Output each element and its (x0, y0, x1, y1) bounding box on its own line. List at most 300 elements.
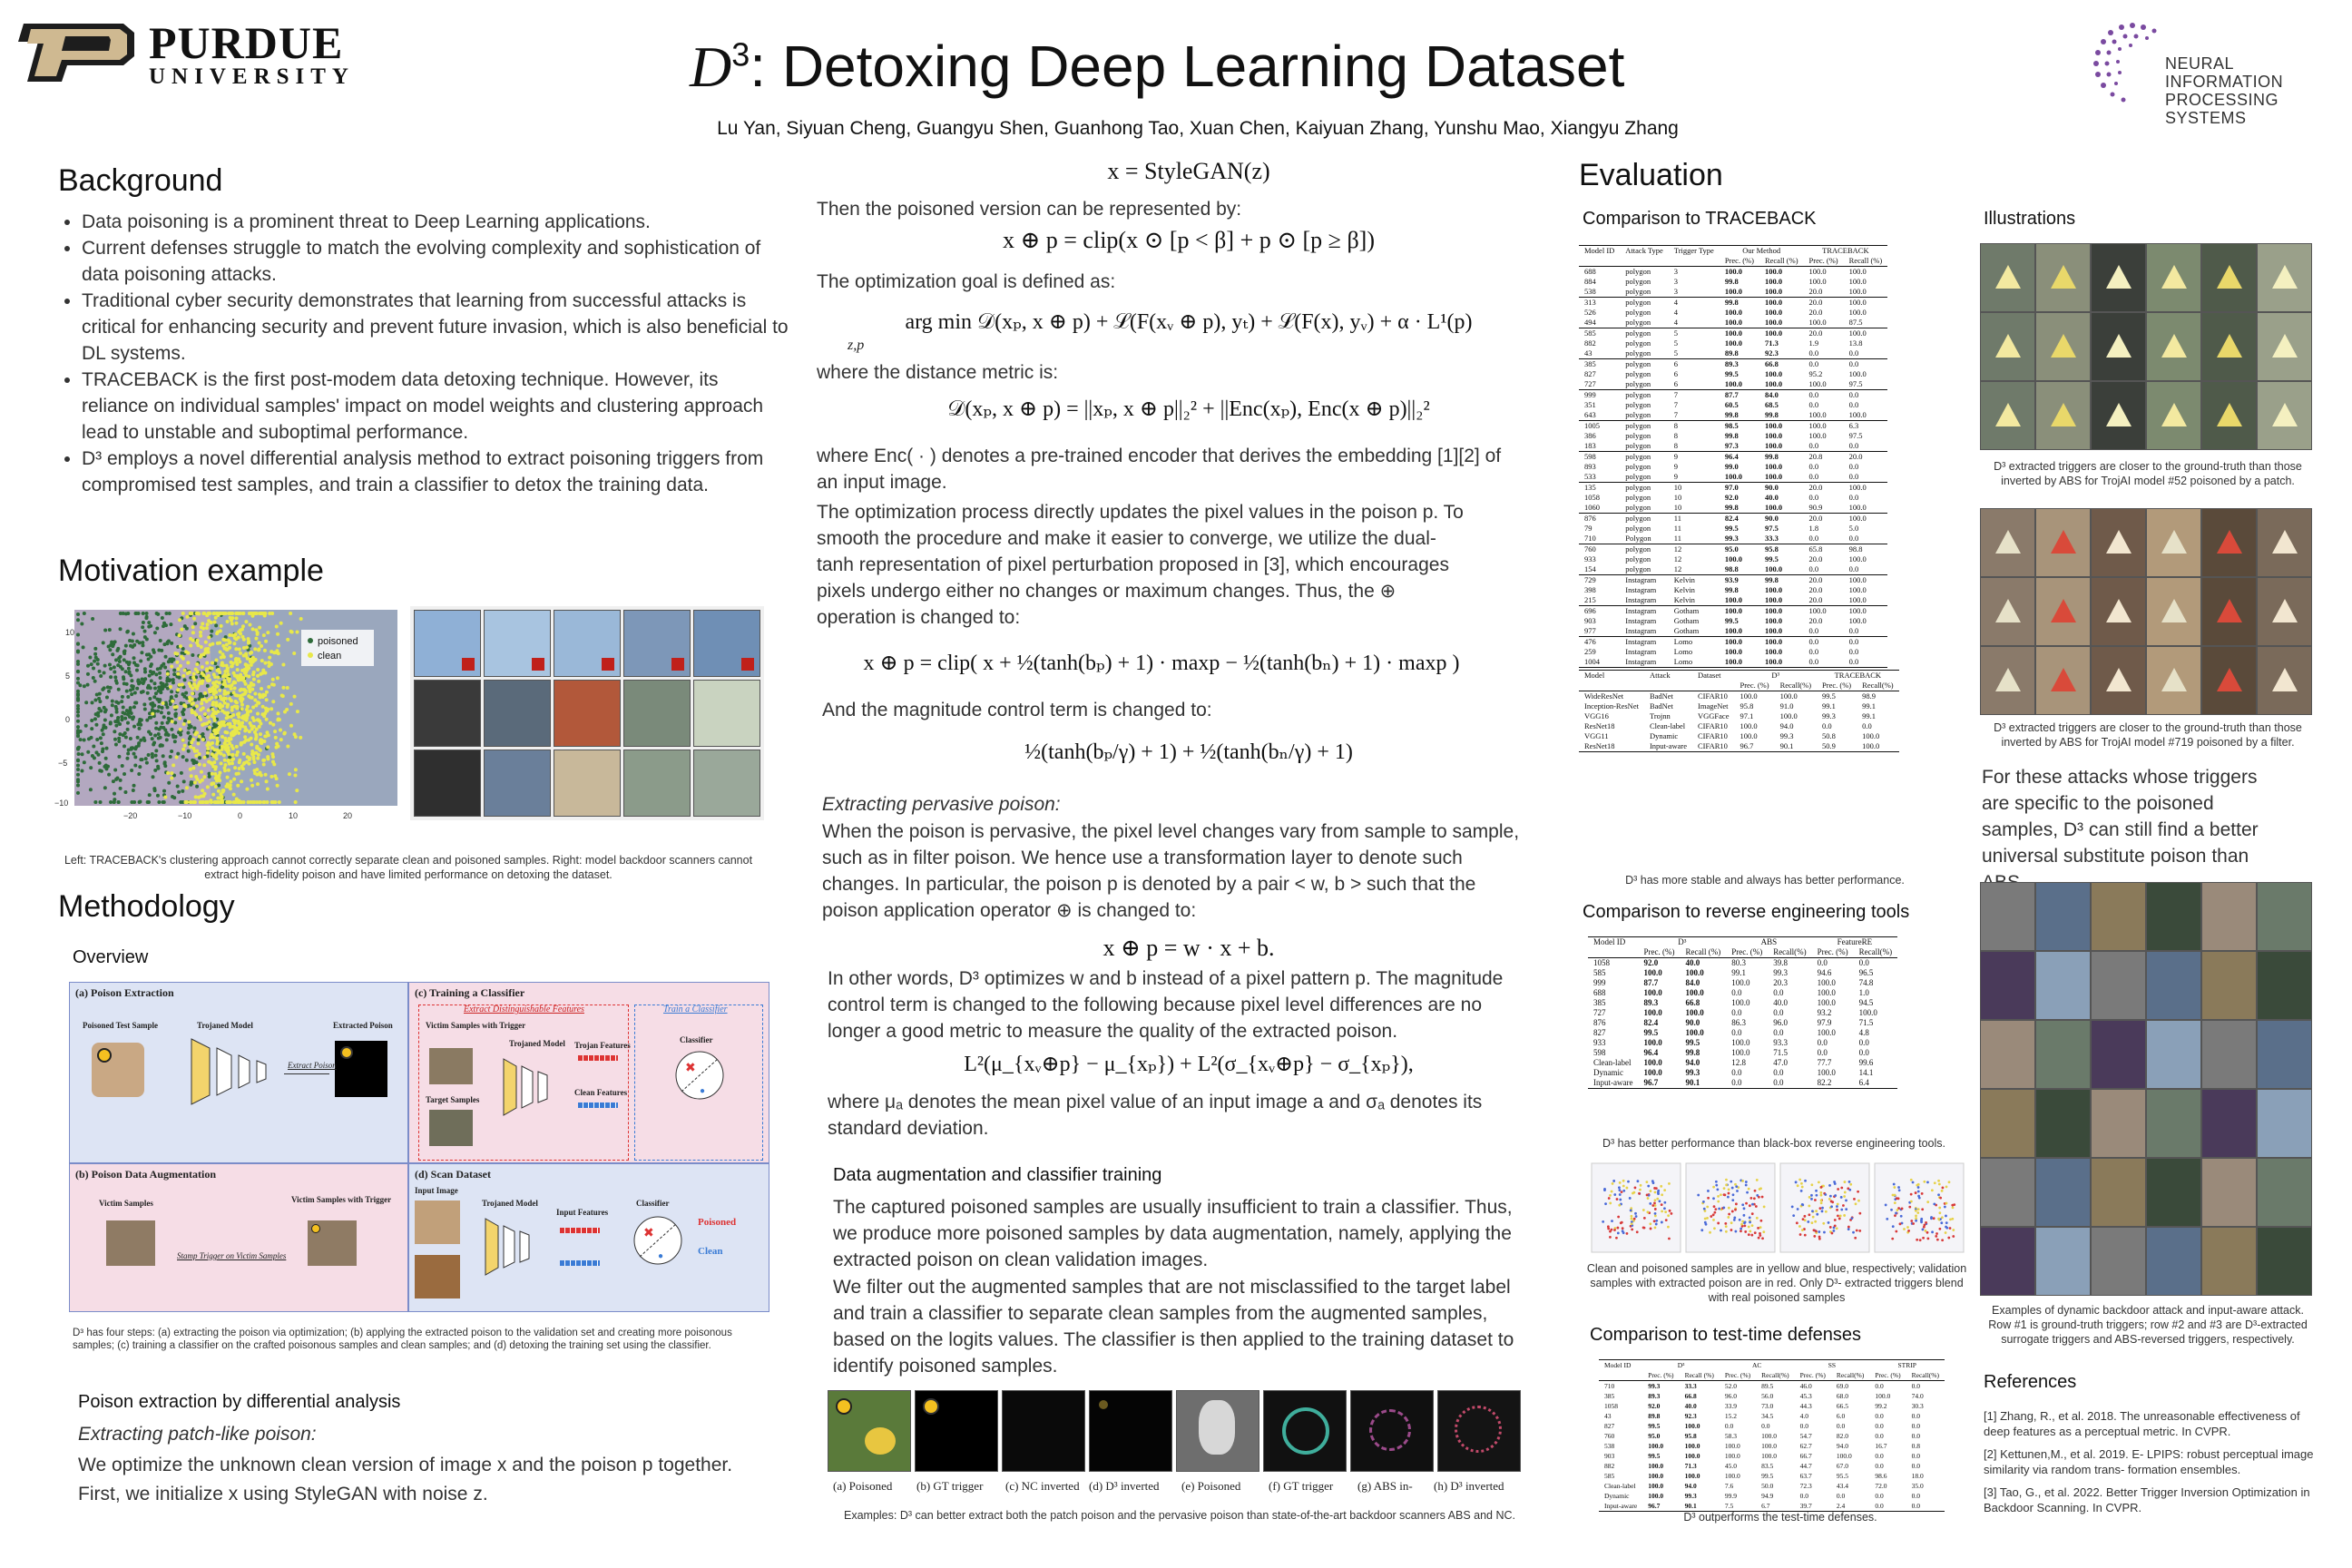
poisoned-point (117, 755, 121, 759)
table-cell: VGG11 (1584, 731, 1609, 740)
table-cell: 933 (1593, 1038, 1606, 1047)
table-cell: 15.2 (1724, 1412, 1737, 1420)
tsne-point (1728, 1213, 1730, 1216)
tsne-point (1845, 1200, 1847, 1202)
table-cell: 99.2 (1875, 1402, 1887, 1410)
table-cell: 90.0 (1759, 514, 1804, 524)
illustration-thumb (2146, 1020, 2201, 1089)
clean-point (223, 730, 227, 734)
clean-point (225, 712, 229, 716)
table-row (1588, 1048, 1897, 1058)
clean-point (288, 772, 291, 776)
table-cell: 903 (1584, 616, 1596, 625)
tsne-point (1834, 1194, 1837, 1197)
poisoned-point (153, 686, 157, 690)
clean-point (247, 637, 250, 641)
table-cell: 0.0 (1911, 1412, 1921, 1420)
table-row (1579, 493, 1887, 503)
table-row (1579, 721, 1899, 731)
tsne-point (1832, 1230, 1835, 1232)
tsne-point (1654, 1227, 1657, 1230)
poisoned-point (86, 683, 90, 687)
illustration-thumb (2146, 1158, 2201, 1227)
poisoned-point (130, 769, 133, 772)
illustration-thumb (2091, 243, 2146, 312)
illustration-thumb (1980, 243, 2035, 312)
table-cell: 96.0 (1724, 1392, 1737, 1400)
table-cell: 56.0 (1761, 1392, 1774, 1400)
tsne-point (1921, 1192, 1924, 1195)
y-tick: 0 (65, 715, 71, 724)
tsne-point (1639, 1189, 1642, 1191)
clean-point (178, 618, 181, 622)
classifier-model-icon (500, 1055, 564, 1119)
table-row (1579, 359, 1887, 370)
tsne-point (1736, 1190, 1739, 1192)
clean-point (210, 800, 213, 804)
tsne-point (1717, 1200, 1720, 1203)
tsne-point (1763, 1206, 1766, 1209)
table-cell: 2.4 (1831, 1501, 1869, 1512)
tsne-point (1926, 1200, 1929, 1203)
table-cell: 100.0 (1724, 338, 1742, 348)
poisoned-point (206, 684, 210, 688)
table-cell: 100.0 (1685, 988, 1704, 997)
poisoned-point (172, 658, 175, 662)
table-cell: 100.0 (1764, 626, 1783, 635)
clean-point (239, 652, 242, 655)
clean-point (248, 730, 251, 733)
table-cell: 0.0 (1911, 1452, 1921, 1460)
poisoned-point (153, 734, 157, 738)
overview-heading: Overview (73, 947, 149, 967)
table-cell: 83.5 (1761, 1462, 1774, 1470)
table-cell: 3 (1673, 277, 1679, 286)
table-cell: 0.0 (1808, 534, 1819, 543)
table-cell: 0.0 (1731, 988, 1742, 997)
table-cell: 10 (1673, 493, 1682, 502)
table-cell: 538 (1584, 287, 1596, 296)
clean-point (175, 661, 179, 664)
clean-point (249, 695, 252, 699)
tsne-point (1936, 1239, 1939, 1241)
tsne-point (1655, 1223, 1658, 1226)
poisoned-point (113, 665, 116, 669)
clean-point (219, 792, 222, 796)
poisoned-point (132, 725, 136, 729)
table-cell: 96.4 (1643, 1048, 1659, 1057)
clean-point (253, 692, 257, 696)
poisoned-point (133, 701, 137, 705)
table-cell: 100.0 (1804, 606, 1844, 617)
table-cell: 476 (1579, 637, 1620, 648)
tsne-point (1917, 1186, 1920, 1189)
mid-text-6: And the magnitude control term is changed to: (822, 700, 1212, 720)
poisoned-point (172, 681, 175, 684)
table-cell: 100.0 (1643, 1058, 1662, 1067)
table-cell: 7 (1673, 410, 1679, 419)
clean-point (227, 760, 230, 763)
poisoned-point (147, 684, 151, 688)
clean-point (257, 753, 260, 757)
table-row (1579, 534, 1887, 544)
table-cell: 99.5 (1685, 1038, 1700, 1047)
scanner-thumb (623, 750, 691, 817)
table-cell: 93.2 (1817, 1008, 1832, 1017)
clean-point (212, 730, 216, 733)
table-cell: 82.4 (1643, 1018, 1659, 1027)
poisoned-point (147, 621, 151, 624)
tsne-point (1723, 1187, 1726, 1190)
tsne-point (1848, 1189, 1851, 1191)
clean-point (206, 800, 210, 804)
table-cell: 100.0 (1764, 503, 1783, 512)
table-row (1579, 452, 1887, 463)
tsne-caption: Clean and poisoned samples are in yellow and blue, respectively; validation samples with extracted poison are in red. Only D³- extracted triggers blend with real poisoned samples (1586, 1262, 1967, 1304)
table-cell: 100.0 (1643, 968, 1662, 977)
table-cell: 89.3 (1643, 998, 1659, 1007)
clean-point (278, 800, 281, 804)
clean-point (256, 718, 260, 721)
tsne-point (1951, 1204, 1954, 1207)
clean-point (201, 681, 204, 685)
table-cell: 99.8 (1724, 503, 1739, 512)
clean-point (199, 631, 202, 634)
clean-point (227, 769, 230, 772)
clean-point (200, 770, 203, 774)
clean-point (225, 664, 229, 668)
poisoned-point (95, 693, 99, 697)
table-cell: 71.5 (1773, 1048, 1788, 1057)
illustration-thumb (2201, 1158, 2257, 1227)
poisoned-point (162, 662, 165, 666)
table-row (1599, 1411, 1945, 1421)
table-cell: 89.3 (1720, 359, 1759, 370)
clean-point (170, 777, 173, 780)
illustration-thumb (2091, 312, 2146, 381)
clean-point (258, 725, 261, 729)
table-cell: WideResNet (1584, 691, 1624, 701)
illustration-thumb (2035, 1020, 2091, 1089)
tsne-point (1801, 1203, 1804, 1206)
tsne-point (1651, 1180, 1654, 1182)
illustration-thumb (2201, 951, 2257, 1020)
clean-point (262, 762, 266, 766)
clean-point (234, 660, 238, 663)
tsne-point (1831, 1200, 1834, 1203)
example-label: (f) GT trigger (1269, 1479, 1334, 1493)
poisoned-point (184, 691, 188, 695)
table-cell: 84.0 (1685, 978, 1700, 987)
table-cell: 884 (1584, 277, 1596, 286)
poisoned-point (127, 671, 131, 675)
clean-point (199, 708, 202, 711)
tsne-point (1746, 1191, 1749, 1194)
illustration-thumb (2201, 646, 2257, 715)
table-cell: 0.0 (1817, 958, 1828, 967)
poisoned-point (156, 794, 160, 798)
table-cell: 96.0 (1773, 1018, 1788, 1027)
tsne-point (1745, 1181, 1748, 1183)
table-cell: 71.5 (1858, 1018, 1874, 1027)
tsne-point (1743, 1224, 1746, 1227)
table-cell: 100.0 (1862, 731, 1880, 740)
illustration-thumb (2035, 951, 2091, 1020)
example-d3-filter (1437, 1390, 1521, 1472)
table-cell: 0.0 (1773, 1008, 1784, 1017)
author-list: Lu Yan, Siyuan Cheng, Guangyu Shen, Guanhong Tao, Xuan Chen, Kaiyuan Zhang, Yunshu Mao, Xiangyu Zhang (717, 118, 1679, 139)
table-cell: 97.5 (1848, 431, 1863, 440)
clean-point (223, 759, 227, 762)
table-cell: polygon (1625, 308, 1651, 317)
table-cell: 0.0 (1768, 1078, 1811, 1089)
table-cell: 100.0 (1817, 1028, 1836, 1037)
illustration-thumb (2146, 1227, 2201, 1296)
scanner-thumb (484, 750, 551, 817)
tsne-point (1728, 1207, 1730, 1210)
clean-point (214, 785, 218, 789)
table-cell: 63.7 (1799, 1472, 1812, 1480)
table-cell: polygon (1625, 379, 1651, 388)
table-cell: 0.0 (1858, 1048, 1869, 1057)
tsne-point (1944, 1206, 1946, 1209)
table-cell: 585 (1593, 968, 1606, 977)
scanner-thumb (414, 680, 481, 747)
clean-point (245, 646, 249, 650)
poisoned-point (149, 670, 152, 673)
poisoned-point (123, 717, 127, 720)
tsne-point (1715, 1184, 1718, 1187)
reference-item: [1] Zhang, R., et al. 2018. The unreasonable effectiveness of deep features as a perceptual metric. In CVPR. (1984, 1409, 2300, 1438)
table-cell: 44.3 (1799, 1402, 1812, 1410)
clean-point (211, 642, 214, 646)
table-row (1588, 1018, 1897, 1028)
poisoned-point (149, 716, 152, 720)
table-cell: 100.0 (1731, 1048, 1750, 1057)
poisoned-point (80, 769, 83, 773)
clean-point (186, 652, 190, 655)
clean-point (204, 647, 208, 651)
tsne-point (1650, 1228, 1652, 1230)
clean-point (183, 744, 187, 748)
clean-point (213, 620, 217, 623)
clean-point (286, 745, 289, 749)
tsne-point (1795, 1181, 1798, 1183)
table-cell: 99.8 (1759, 452, 1804, 463)
table-row (1588, 998, 1897, 1008)
table-cell: 1.8 (1808, 524, 1819, 533)
table-cell: 100.0 (1643, 1068, 1662, 1077)
table-cell: 45.3 (1799, 1392, 1812, 1400)
clean-point (226, 620, 230, 623)
poisoned-point (83, 738, 86, 741)
clean-point (242, 688, 246, 691)
table-cell: 45.0 (1724, 1462, 1737, 1470)
tsne-point (1926, 1181, 1929, 1184)
poisoned-point (180, 771, 183, 775)
poisoned-point (182, 708, 186, 711)
illustration-thumb (2146, 243, 2201, 312)
poisoned-point (159, 691, 162, 694)
poisoned-point (126, 713, 130, 717)
table-cell: 100.0 (1848, 585, 1867, 594)
tsne-point (1634, 1187, 1637, 1190)
table-cell: polygon (1620, 298, 1669, 309)
table-row (1579, 379, 1887, 390)
clean-point (270, 775, 273, 779)
table-row (1579, 741, 1899, 752)
tsne-point (1618, 1189, 1621, 1191)
tsne-point (1818, 1236, 1821, 1239)
clean-point (257, 648, 260, 652)
clean-point (179, 664, 182, 668)
table-cell: 0.0 (1911, 1432, 1921, 1440)
clean-point (233, 687, 237, 691)
table-cell: 0.0 (1875, 1382, 1884, 1390)
table-cell: 0.0 (1773, 1068, 1784, 1077)
clean-point (236, 712, 240, 716)
poisoned-point (102, 641, 105, 644)
poisoned-point (94, 723, 98, 727)
poisoned-point (110, 641, 113, 644)
clean-point (222, 692, 226, 696)
table-cell: Gotham (1673, 626, 1700, 635)
table-cell: 0.0 (1911, 1492, 1921, 1500)
table-cell: 46.0 (1799, 1382, 1812, 1390)
poisoned-point (141, 625, 144, 629)
table-cell: 94.0 (1779, 721, 1794, 730)
clean-point (243, 735, 247, 739)
poisoned-point (91, 701, 94, 704)
table-row (1588, 1068, 1897, 1078)
table-cell: ImageNet (1698, 701, 1729, 710)
table-cell: 97.9 (1817, 1018, 1832, 1027)
poisoned-point (138, 799, 142, 803)
table-cell: 62.7 (1799, 1442, 1812, 1450)
table-cell: polygon (1625, 267, 1651, 276)
illustration-grid-filter (1980, 508, 2316, 715)
tsne-point (1622, 1227, 1624, 1230)
clean-point (233, 766, 237, 769)
clean-point (221, 699, 225, 702)
poisoned-point (193, 622, 197, 625)
clean-point (266, 631, 270, 634)
tsne-point (1668, 1182, 1671, 1185)
clean-point (276, 676, 279, 680)
poisoned-point (96, 714, 100, 718)
clean-point (252, 671, 256, 674)
legend-clean: clean (318, 651, 342, 662)
tsne-point (1656, 1198, 1659, 1200)
table-cell: 60.5 (1724, 400, 1739, 409)
clean-point (230, 661, 233, 664)
table-cell: 3 (1673, 287, 1679, 296)
clean-point (270, 707, 273, 710)
tsne-point (1798, 1179, 1801, 1181)
table-cell: 65.8 (1804, 544, 1844, 555)
clean-point (271, 760, 275, 763)
tsne-point (1727, 1216, 1730, 1219)
clean-point (223, 670, 227, 673)
tsne-point (1807, 1220, 1809, 1223)
table-cell: 100.0 (1764, 267, 1783, 276)
table-cell: 100.0 (1724, 472, 1742, 481)
clean-point (247, 675, 250, 679)
clean-point (189, 768, 192, 771)
clean-point (212, 672, 216, 676)
tsne-point (1802, 1218, 1805, 1220)
table-cell: 0.0 (1799, 1422, 1808, 1430)
tsne-point (1743, 1207, 1746, 1210)
clean-point (181, 612, 185, 615)
table-cell: 0.0 (1808, 472, 1819, 481)
tsne-point (1741, 1203, 1744, 1206)
tsne-point (1733, 1217, 1736, 1220)
tsne-point (1667, 1214, 1670, 1217)
tsne-point (1792, 1214, 1795, 1217)
poisoned-point (103, 664, 107, 668)
poisoned-point (183, 719, 187, 722)
tsne-point (1608, 1197, 1611, 1200)
y-tick: 5 (65, 671, 71, 681)
poisoned-point (104, 757, 108, 760)
clean-point (227, 739, 230, 742)
table-cell: 100.0 (1808, 431, 1827, 440)
tsne-point (1791, 1205, 1794, 1208)
poisoned-point (170, 728, 173, 731)
poisoned-point (147, 753, 151, 757)
poisoned-point (76, 768, 80, 771)
tsne-point (1937, 1180, 1940, 1182)
tsne-point (1654, 1199, 1657, 1201)
table-cell: 688 (1584, 267, 1596, 276)
table-cell: 100.0 (1808, 318, 1827, 327)
poisoned-point (109, 722, 113, 726)
tsne-point (1836, 1209, 1838, 1211)
clean-point (237, 731, 240, 735)
table-cell: 20.0 (1808, 554, 1823, 564)
clean-point (289, 630, 293, 633)
poisoned-point (90, 662, 93, 666)
table-cell: 10 (1669, 483, 1720, 494)
tsne-point (1627, 1181, 1630, 1183)
poisoned-point (158, 671, 162, 675)
poisoned-point (113, 792, 116, 796)
clean-point (274, 736, 278, 740)
table-row (1579, 616, 1887, 626)
illustration-thumb (2146, 312, 2201, 381)
poisoned-point (115, 776, 119, 779)
table-row (1599, 1421, 1945, 1431)
poisoned-point (165, 706, 169, 710)
tsne-point (1607, 1225, 1610, 1228)
table-row (1579, 595, 1887, 606)
clean-point (245, 788, 249, 791)
tsne-point (1828, 1184, 1831, 1187)
clean-point (181, 748, 185, 751)
poisoned-point (181, 755, 185, 759)
tsne-point (1653, 1220, 1656, 1222)
background-item: • D³ employs a novel differential analysis method to extract poisoning triggers from compromised test samples, and train a classifier to detox the training data. (82, 446, 789, 498)
table-cell: 827 (1604, 1422, 1615, 1430)
table-cell: polygon (1620, 544, 1669, 555)
poisoned-point (151, 755, 154, 759)
tsne-plots (1590, 1161, 1967, 1256)
tsne-point (1744, 1230, 1747, 1233)
table-cell: 100.0 (1724, 1442, 1740, 1450)
clean-point (223, 745, 227, 749)
overview-diagram (69, 982, 769, 1312)
